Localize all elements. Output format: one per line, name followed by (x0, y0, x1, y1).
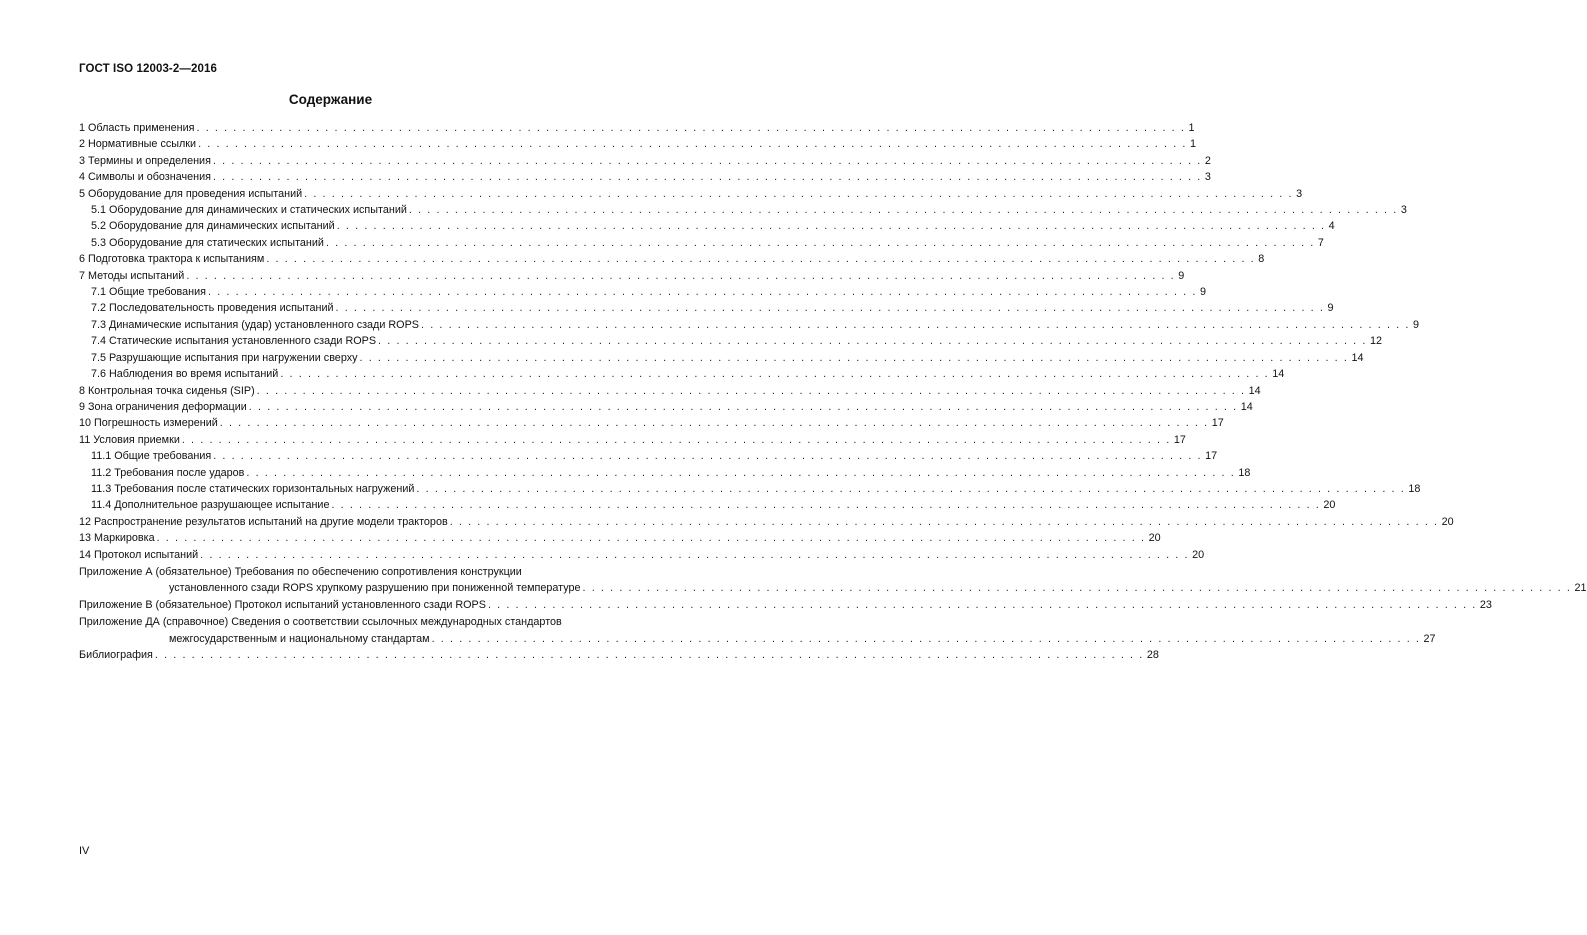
toc-leader-dots: . . . . . . . . . . . . . . . . . . . . . . . . . . . . . . . . . . . . . . . . . . . . . . . . . . . . . . . . . . . . . . . . . . . . . . . . . . . . . . . . . . . . . . . . . . . . . . . . . . . . . . . . . . . . (196, 122, 1186, 134)
toc-leader-dots: . . . . . . . . . . . . . . . . . . . . . . . . . . . . . . . . . . . . . . . . . . . . . . . . . . . . . . . . . . . . . . . . . . . . . . . . . . . . . . . . . . . . . . . . . . . . . . . . . . . . . . . . . . . . (582, 582, 1572, 595)
toc-entry-line (79, 186, 1303, 202)
toc-entry-title: 7.5 Разрушающие испытания при нагружении сверху (91, 351, 358, 364)
toc-entry[interactable] (79, 432, 1186, 448)
toc-entry-title: 4 Символы и обозначения (79, 171, 211, 184)
toc-leader-dots: . . . . . . . . . . . . . . . . . . . . . . . . . . . . . . . . . . . . . . . . . . . . . . . . . . . . . . . . . . . . . . . . . . . . . . . . . . . . . . . . . . . . . . . . . . . . . . . . . . . . . . . . . . . . (304, 187, 1294, 200)
toc-entry-title: 5.2 Оборудование для динамических испытаний (91, 220, 335, 233)
toc-entry-page: 8 (1258, 253, 1265, 266)
toc-entry-title: 11 Условия приемки (79, 433, 180, 446)
toc-entry-line (79, 564, 613, 580)
toc-entry[interactable] (79, 564, 1587, 597)
toc-entry-line (79, 497, 1336, 513)
toc-leader-dots: . . . . . . . . . . . . . . . . . . . . . . . . . . . . . . . . . . . . . . . . . . . . . . . . . . . . . . . . . . . . . . . . . . . . . . . . . . . . . . . . . . . . . . . . . . . . . . . . . . . . . . . . . . . . (256, 384, 1246, 397)
toc-leader-dots: . . . . . . . . . . . . . . . . . . . . . . . . . . . . . . . . . . . . . . . . . . . . . . . . . . . . . . . . . . . . . . . . . . . . . . . . . . . . . . . . . . . . . . . . . . . . . . . . . . . . . . . . . . . . (186, 269, 1176, 282)
toc-entry-page: 17 (1173, 433, 1186, 446)
toc-entry[interactable] (79, 530, 1161, 546)
toc-entry[interactable] (79, 186, 1303, 202)
toc-entry-page: 23 (1479, 598, 1492, 611)
toc-entry-title: Приложение В (обязательное) Протокол испытаний установленного сзади ROPS (79, 598, 486, 611)
toc-entry-title: 12 Распространение результатов испытаний на другие модели тракторов (79, 515, 448, 528)
toc-entry-title: 8 Контрольная точка сиденья (SIP) (79, 384, 255, 397)
toc-entry-title: Библиография (79, 649, 153, 661)
toc-entry[interactable] (79, 497, 1336, 513)
toc-leader-dots: . . . . . . . . . . . . . . . . . . . . . . . . . . . . . . . . . . . . . . . . . . . . . . . . . . . . . . . . . . . . . . . . . . . . . . . . . . . . . . . . . . . . . . . . . . . . . . . . . . . . . . . . . . . . (181, 433, 1171, 446)
toc-entry-title: 13 Маркировка (79, 532, 155, 545)
toc-entry-title: 10 Погрешность измерений (79, 417, 218, 430)
toc-entry-title: 5.3 Оборудование для статических испытаний (91, 236, 324, 249)
toc-entry-line (79, 448, 1218, 464)
toc-entry[interactable] (79, 251, 1265, 267)
toc-entry-page: 20 (1323, 499, 1336, 512)
toc-entry-title: 7.3 Динамические испытания (удар) установленного сзади ROPS (91, 318, 419, 331)
toc-entry-page: 3 (1400, 204, 1407, 217)
toc-entry-page: 1 (1190, 138, 1197, 151)
toc-entry[interactable] (79, 284, 1206, 300)
toc-entry-line (79, 202, 1407, 218)
toc-leader-dots: . . . . . . . . . . . . . . . . . . . . . . . . . . . . . . . . . . . . . . . . . . . . . . . . . . . . . . . . . . . . . . . . . . . . . . . . . . . . . . . . . . . . . . . . . . . . . . . . . . . . . . . . . . . . (336, 220, 1326, 233)
toc-entry[interactable] (79, 317, 1419, 333)
toc-entry-page: 1 (1188, 122, 1195, 134)
toc-entry-page: 17 (1205, 450, 1218, 463)
toc-entry[interactable] (79, 465, 1251, 481)
toc-entry[interactable] (79, 415, 1224, 431)
toc-leader-dots: . . . . . . . . . . . . . . . . . . . . . . . . . . . . . . . . . . . . . . . . . . . . . . . . . . . . . . . . . . . . . . . . . . . . . . . . . . . . . . . . . . . . . . . . . . . . . . . . . . . . . . . . . . . . (416, 482, 1406, 495)
toc-leader-dots: . . . . . . . . . . . . . . . . . . . . . . . . . . . . . . . . . . . . . . . . . . . . . . . . . . . . . . . . . . . . . . . . . . . . . . . . . . . . . . . . . . . . . . . . . . . . . . . . . . . . . . . . . . . . (219, 417, 1209, 430)
toc-leader-dots: . . . . . . . . . . . . . . . . . . . . . . . . . . . . . . . . . . . . . . . . . . . . . . . . . . . . . . . . . . . . . . . . . . . . . . . . . . . . . . . . . . . . . . . . . . . . . . . . . . . . . . . . . . . . (156, 532, 1146, 545)
toc-entry[interactable] (79, 399, 1253, 415)
toc-entry[interactable] (79, 481, 1421, 497)
toc-entry-title: 5 Оборудование для проведения испытаний (79, 187, 303, 200)
toc-entry-line (79, 614, 613, 630)
toc-entry[interactable] (79, 333, 1383, 349)
toc-entry-line (79, 350, 1364, 366)
toc-entry-title: 1 Область применения (79, 122, 195, 134)
toc-leader-dots: . . . . . . . . . . . . . . . . . . . . . . . . . . . . . . . . . . . . . . . . . . . . . . . . . . . . . . . . . . . . . . . . . . . . . . . . . . . . . . . . . . . . . . . . . . . . . . . . . . . . . . . . . . . . (200, 548, 1190, 561)
toc-entry-page: 3 (1204, 171, 1211, 184)
toc-leader-dots: . . . . . . . . . . . . . . . . . . . . . . . . . . . . . . . . . . . . . . . . . . . . . . . . . . . . . . . . . . . . . . . . . . . . . . . . . . . . . . . . . . . . . . . . . . . . . . . . . . . . . . . . . . . . (212, 154, 1202, 167)
toc-entry-line (79, 333, 1383, 349)
toc-entry-page: 7 (1317, 236, 1324, 249)
toc-entry-line (79, 136, 1197, 152)
toc-entry-title: 11.2 Требования после ударов (91, 466, 245, 479)
toc-entry-page: 9 (1178, 269, 1185, 282)
toc-leader-dots: . . . . . . . . . . . . . . . . . . . . . . . . . . . . . . . . . . . . . . . . . . . . . . . . . . . . . . . . . . . . . . . . . . . . . . . . . . . . . . . . . . . . . . . . . . . . . . . . . . . . . . . . . . . . (208, 286, 1197, 299)
toc-entry-title: Приложение А (обязательное) Требования по обеспечению сопротивления конструкции (79, 565, 522, 578)
toc-entry-title: 2 Нормативные ссылки (79, 138, 197, 151)
toc-leader-dots: . . . . . . . . . . . . . . . . . . . . . . . . . . . . . . . . . . . . . . . . . . . . . . . . . . . . . . . . . . . . . . . . . . . . . . . . . . . . . . . . . . . . . . . . . . . . . . . . . . . . . . . . . . . . (154, 649, 1144, 661)
toc-leader-dots: . . . . . . . . . . . . . . . . . . . . . . . . . . . . . . . . . . . . . . . . . . . . . . . . . . . . . . . . . . . . . . . . . . . . . . . . . . . . . . . . . . . . . . . . . . . . . . . . . . . . . . . . . . . . (212, 171, 1202, 184)
toc-leader-dots: . . . . . . . . . . . . . . . . . . . . . . . . . . . . . . . . . . . . . . . . . . . . . . . . . . . . . . . . . . . . . . . . . . . . . . . . . . . . . . . . . . . . . . . . . . . . . . . . . . . . . . . . . . . . (213, 450, 1203, 463)
toc-entry-title: 9 Зона ограничения деформации (79, 400, 247, 413)
toc-entry-page: 12 (1370, 335, 1383, 348)
toc-entry-line (79, 300, 1334, 316)
toc-entry-page: 14 (1351, 351, 1364, 364)
toc-entry-page: 28 (1146, 649, 1159, 661)
toc-entry-line (79, 284, 1206, 300)
toc-entry[interactable] (79, 514, 1454, 530)
toc-entry[interactable] (79, 153, 1211, 169)
toc-leader-dots: . . . . . . . . . . . . . . . . . . . . . . . . . . . . . . . . . . . . . . . . . . . . . . . . . . . . . . . . . . . . . . . . . . . . . . . . . . . . . . . . . . . . . . . . . . . . . . . . . . . . . . . . . . . . (246, 466, 1236, 479)
toc-entry-title: 14 Протокол испытаний (79, 548, 199, 561)
toc-entry-page: 18 (1238, 466, 1251, 479)
toc-entry-page: 4 (1328, 220, 1335, 233)
toc-leader-dots: . . . . . . . . . . . . . . . . . . . . . . . . . . . . . . . . . . . . . . . . . . . . . . . . . . . . . . . . . . . . . . . . . . . . . . . . . . . . . . . . . . . . . . . . . . . . . . . . . . . . . . . . . . . . (359, 351, 1349, 364)
toc-entry[interactable] (79, 218, 1335, 234)
toc-entry-line (79, 580, 1587, 596)
toc-entry-page: 21 (1574, 582, 1587, 595)
toc-entry-page: 14 (1240, 400, 1253, 413)
toc-entry[interactable] (79, 120, 1195, 136)
toc-entry-page: 9 (1199, 286, 1206, 299)
toc-entry-page: 14 (1272, 368, 1285, 381)
toc-leader-dots: . . . . . . . . . . . . . . . . . . . . . . . . . . . . . . . . . . . . . . . . . . . . . . . . . . . . . . . . . . . . . . . . . . . . . . . . . . . . . . . . . . . . . . . . . . . . . . . . . . . . . . . . . . . . (421, 318, 1410, 331)
toc-entry[interactable] (79, 366, 1285, 382)
toc-entry-line (79, 169, 1211, 185)
toc-entry-line (79, 415, 1224, 431)
toc-leader-dots: . . . . . . . . . . . . . . . . . . . . . . . . . . . . . . . . . . . . . . . . . . . . . . . . . . . . . . . . . . . . . . . . . . . . . . . . . . . . . . . . . . . . . . . . . . . . . . . . . . . . . . . . . . . . (408, 204, 1398, 217)
toc-entry-page: 3 (1296, 187, 1303, 200)
toc-entry-line (79, 317, 1419, 333)
toc-entry-line (79, 120, 1195, 136)
toc-leader-dots: . . . . . . . . . . . . . . . . . . . . . . . . . . . . . . . . . . . . . . . . . . . . . . . . . . . . . . . . . . . . . . . . . . . . . . . . . . . . . . . . . . . . . . . . . . . . . . . . . . . . . . . . . . . . (198, 138, 1188, 151)
toc-entry-page: 20 (1192, 548, 1205, 561)
toc-leader-dots: . . . . . . . . . . . . . . . . . . . . . . . . . . . . . . . . . . . . . . . . . . . . . . . . . . . . . . . . . . . . . . . . . . . . . . . . . . . . . . . . . . . . . . . . . . . . . . . . . . . . . . . . . . . . (325, 236, 1315, 249)
toc-entry-line (79, 153, 1211, 169)
toc-entry[interactable] (79, 300, 1334, 316)
toc-entry-page: 20 (1441, 515, 1454, 528)
toc-entry[interactable] (79, 169, 1211, 185)
toc-entry-page: 9 (1412, 318, 1419, 331)
toc-leader-dots: . . . . . . . . . . . . . . . . . . . . . . . . . . . . . . . . . . . . . . . . . . . . . . . . . . . . . . . . . . . . . . . . . . . . . . . . . . . . . . . . . . . . . . . . . . . . . . . . . . . . . . . . . . . . (378, 335, 1367, 348)
page-title: Содержание (288, 92, 373, 107)
toc-entry-line (79, 514, 1454, 530)
toc-entry-page: 27 (1423, 632, 1436, 645)
toc-entry-title: 3 Термины и определения (79, 154, 211, 167)
toc-entry[interactable] (79, 597, 1492, 613)
toc-entry-line (79, 465, 1251, 481)
toc-entry-title: Приложение ДА (справочное) Сведения о соответствии ссылочных международных стандартов (79, 616, 562, 629)
toc-entry-title: межгосударственным и национальному стандартам (169, 632, 430, 645)
toc-leader-dots: . . . . . . . . . . . . . . . . . . . . . . . . . . . . . . . . . . . . . . . . . . . . . . . . . . . . . . . . . . . . . . . . . . . . . . . . . . . . . . . . . . . . . . . . . . . . . . . . . . . . . . . . . . . . (335, 302, 1325, 315)
toc-entry-page: 2 (1204, 154, 1211, 167)
toc-entry-page: 9 (1327, 302, 1334, 315)
toc-entry-title: 6 Подготовка трактора к испытаниям (79, 253, 265, 266)
toc-entry-page: 14 (1248, 384, 1261, 397)
toc-entry-page: 18 (1408, 482, 1421, 495)
toc-entry[interactable] (79, 268, 1185, 284)
toc-leader-dots: . . . . . . . . . . . . . . . . . . . . . . . . . . . . . . . . . . . . . . . . . . . . . . . . . . . . . . . . . . . . . . . . . . . . . . . . . . . . . . . . . . . . . . . . . . . . . . . . . . . . . . . . . . . . (449, 515, 1439, 528)
toc-entry-title: 11.3 Требования после статических горизонтальных нагружений (91, 482, 415, 495)
toc-entry[interactable] (79, 647, 1159, 663)
toc-entry-title: 7.2 Последовательность проведения испытаний (91, 302, 334, 315)
toc-entry-line (79, 647, 1159, 663)
page-number: IV (79, 845, 90, 857)
toc-entry[interactable] (79, 235, 1324, 251)
toc-leader-dots: . . . . . . . . . . . . . . . . . . . . . . . . . . . . . . . . . . . . . . . . . . . . . . . . . . . . . . . . . . . . . . . . . . . . . . . . . . . . . . . . . . . . . . . . . . . . . . . . . . . . . . . . . . . . (266, 253, 1256, 266)
toc-entry-line (79, 218, 1335, 234)
toc-entry[interactable] (79, 136, 1197, 152)
toc-entry-title: 7.6 Наблюдения во время испытаний (91, 368, 279, 381)
toc-entry-page: 20 (1148, 532, 1161, 545)
toc-entry-title: 7.4 Статические испытания установленного сзади ROPS (91, 335, 377, 348)
toc-entry-title: 11.4 Дополнительное разрушающее испытание (91, 499, 330, 512)
toc-entry[interactable] (79, 383, 1261, 399)
toc-entry-title: 7.1 Общие требования (91, 286, 206, 299)
toc-entry-title: 5.1 Оборудование для динамических и статических испытаний (91, 204, 407, 217)
table-of-contents (79, 120, 1587, 663)
toc-entry-line (79, 383, 1261, 399)
document-code: ГОСТ ISO 12003-2—2016 (79, 63, 217, 75)
toc-entry-line (79, 235, 1324, 251)
toc-entry-line (79, 268, 1185, 284)
toc-entry-line (79, 366, 1285, 382)
toc-entry[interactable] (79, 448, 1218, 464)
toc-entry-title: 7 Методы испытаний (79, 269, 185, 282)
toc-entry-line (79, 597, 1492, 613)
toc-entry-page: 17 (1211, 417, 1224, 430)
toc-entry[interactable] (79, 202, 1407, 218)
toc-entry-line (79, 547, 1205, 563)
toc-leader-dots: . . . . . . . . . . . . . . . . . . . . . . . . . . . . . . . . . . . . . . . . . . . . . . . . . . . . . . . . . . . . . . . . . . . . . . . . . . . . . . . . . . . . . . . . . . . . . . . . . . . . . . . . . . . . (248, 400, 1238, 413)
toc-entry-line (79, 481, 1421, 497)
toc-entry-line (79, 399, 1253, 415)
toc-entry[interactable] (79, 350, 1364, 366)
toc-leader-dots: . . . . . . . . . . . . . . . . . . . . . . . . . . . . . . . . . . . . . . . . . . . . . . . . . . . . . . . . . . . . . . . . . . . . . . . . . . . . . . . . . . . . . . . . . . . . . . . . . . . . . . . . . . . . (487, 598, 1477, 611)
toc-entry-line (79, 432, 1186, 448)
toc-entry-title: установленного сзади ROPS хрупкому разрушению при пониженной температуре (169, 582, 581, 595)
toc-leader-dots: . . . . . . . . . . . . . . . . . . . . . . . . . . . . . . . . . . . . . . . . . . . . . . . . . . . . . . . . . . . . . . . . . . . . . . . . . . . . . . . . . . . . . . . . . . . . . . . . . . . . . . . . . . . . (331, 499, 1321, 512)
toc-leader-dots: . . . . . . . . . . . . . . . . . . . . . . . . . . . . . . . . . . . . . . . . . . . . . . . . . . . . . . . . . . . . . . . . . . . . . . . . . . . . . . . . . . . . . . . . . . . . . . . . . . . . . . . . . . . . (431, 632, 1421, 645)
toc-entry-line (79, 530, 1161, 546)
toc-entry-title: 11.1 Общие требования (91, 450, 212, 463)
toc-entry-line (79, 631, 1436, 647)
toc-leader-dots: . . . . . . . . . . . . . . . . . . . . . . . . . . . . . . . . . . . . . . . . . . . . . . . . . . . . . . . . . . . . . . . . . . . . . . . . . . . . . . . . . . . . . . . . . . . . . . . . . . . . . . . . . . . . (280, 368, 1270, 381)
toc-entry-line (79, 251, 1265, 267)
toc-entry[interactable] (79, 547, 1205, 563)
toc-entry[interactable] (79, 614, 1436, 647)
